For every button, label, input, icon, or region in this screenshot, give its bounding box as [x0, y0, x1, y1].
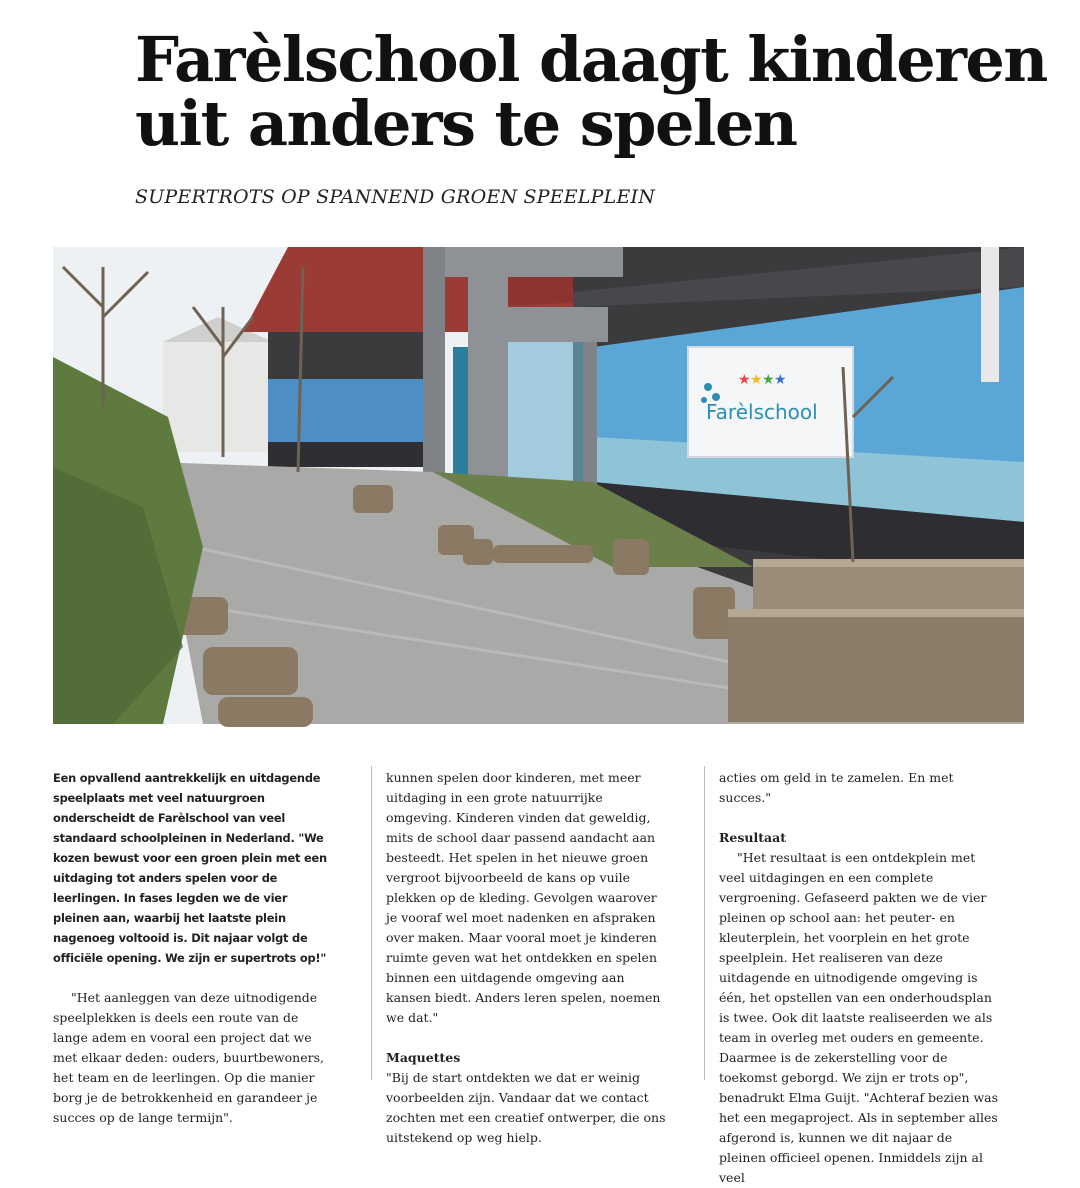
article-column-2	[386, 768, 668, 1145]
article-subheadline: SUPERTROTS OP SPANNEND GROEN SPEELPLEIN	[135, 186, 656, 208]
paragraph: acties om geld in te zamelen. En met succes."	[719, 770, 954, 805]
svg-text:★: ★	[762, 372, 775, 388]
paragraph: "Het resultaat is een ontdekplein met veel uitdagingen en een complete vergroening. Gefaseerd pakten we de vier pleinen op school aan: het peuter- en kleuterplein, het voorplein en het grote speelplein. Het realiseren van deze uitdagende en uitnodigende omgeving is één, het opstellen van een onderhoudsplan is twee. Ook dit laatste realiseerden we als team in overleg met ouders en gemeente. Daarmee is de zekerstelling voor de toekomst geborgd. We zijn er trots op", benadrukt Elma Guijt. "Achteraf bezien was het een megaproject. Als in september alles afgerond is, kunnen we dit najaar de pleinen officieel openen. Inmiddels zijn al veel	[719, 850, 999, 1185]
photo-left-wall	[268, 332, 438, 382]
svg-text:★: ★	[738, 372, 751, 388]
section-heading-resultaat: Resultaat	[719, 830, 786, 845]
article-column-3	[719, 768, 1001, 1185]
paragraph: kunnen spelen door kinderen, met meer uitdaging in een grote natuurrijke omgeving. Kinderen vinden dat geweldig, mits de school daar passend aandacht aan besteedt. Het spelen in het nieuwe groen vergroot bijvoorbeeld de kans op vuile plekken op de kleding. Gevolgen waarover je vooraf wel moet nadenken en afspraken over maken. Maar vooral moet je kinderen ruimte geven wat het ontdekken en spelen binnen een uitdagende omgeving aan kansen biedt. Anders leren spelen, noemen we dat."	[386, 770, 661, 1025]
svg-text:★: ★	[774, 372, 787, 388]
article-photo	[53, 247, 1024, 724]
photo-drainpipe	[981, 247, 999, 382]
photo-entrance-frame	[423, 247, 623, 277]
photo-distant-houses	[163, 342, 273, 452]
paragraph: "Het aanleggen van deze uitnodigende speelplekken is deels een route van de lange adem en vooral een project dat we met elkaar deden: ouders, buurtbewoners, het team en de leerlingen. Op die manier borg je de betrokkenheid en garandeer je succes op de lange termijn".	[53, 990, 324, 1125]
column-rule-1	[371, 766, 372, 1080]
paragraph: "Bij de start ontdekten we dat er weinig voorbeelden zijn. Vandaar dat we contact zochten met een creatief ontwerper, die ons uitstekend op weg hielp.	[386, 1070, 666, 1145]
article-headline: Farèlschool daagt kinderen uit anders te spelen	[135, 23, 1047, 160]
article-lead: Een opvallend aantrekkelijk en uitdagende speelplaats met veel natuurgroen onderscheidt de Farèlschool van veel standaard schoolpleinen in Nederland. "We kozen bewust voor een groen plein met een uitdaging tot anders spelen voor de leerlingen. In fases legden we de vier pleinen aan, waarbij het laatste plein nagenoeg voltooid is. Dit najaar volgt de officiële opening. We zijn er supertrots op!"	[53, 771, 327, 965]
svg-text:★: ★	[750, 372, 763, 388]
photo-left-mural	[268, 379, 428, 444]
photo-sign-text: Farèlschool	[706, 400, 818, 424]
column-rule-2	[704, 766, 705, 1080]
photo-wooden-seats	[753, 562, 1024, 617]
section-heading-maquettes: Maquettes	[386, 1050, 461, 1065]
article-column-1	[53, 768, 335, 1125]
